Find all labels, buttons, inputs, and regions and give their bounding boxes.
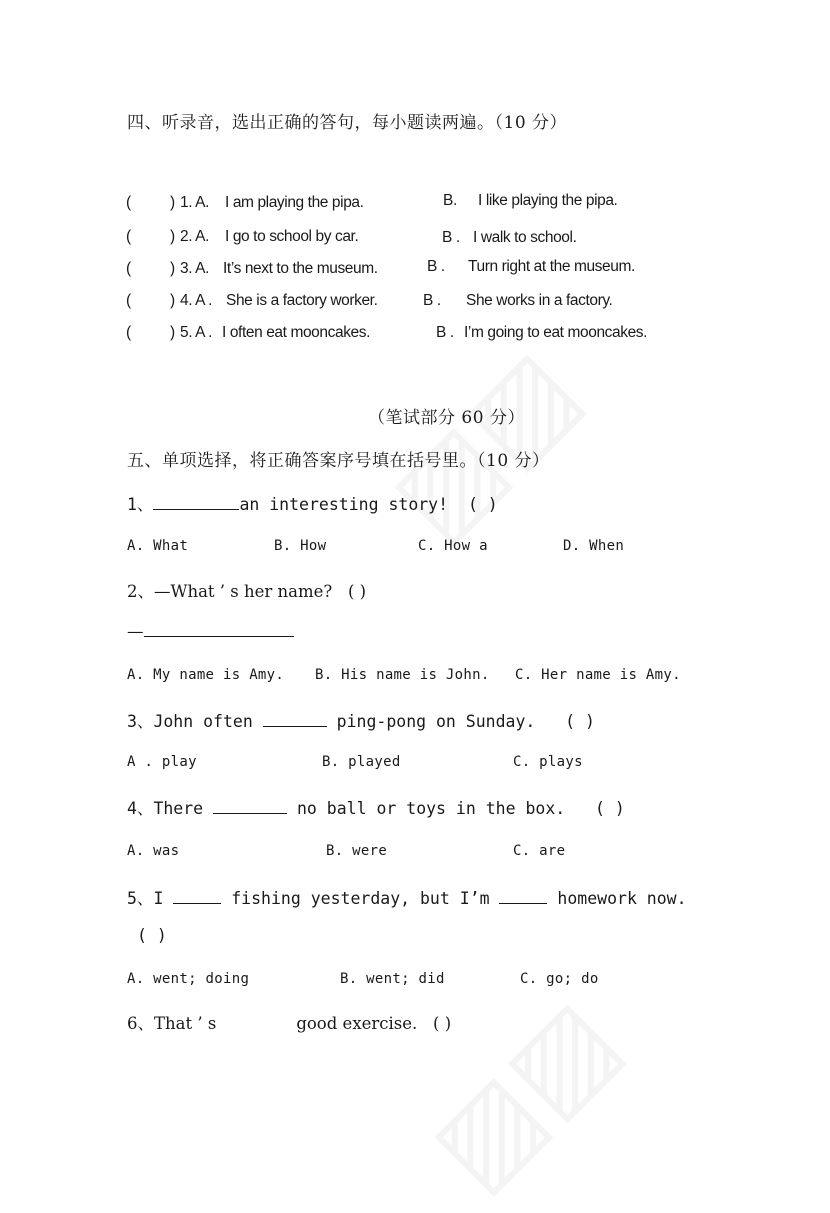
answer-blank[interactable] [263,712,327,727]
question-text: fishing yesterday, but I’m [231,889,490,908]
option-b: I’m going to eat mooncakes. [464,324,648,341]
section5-heading: 五、单项选择，将正确答案序号填在括号里。（10 分） [127,451,550,471]
item-number: 3. A. [180,260,210,277]
answer-paren-close: ) [170,260,175,277]
answer-paren-open[interactable]: ( [126,194,131,211]
question-5 [127,885,687,909]
option-b-label: B . [442,229,460,246]
written-part-title: （笔试部分 60 分） [368,408,525,428]
answer-paren[interactable]: ( ) [467,495,498,514]
option-a: A. What [127,538,189,554]
answer-paren-open[interactable]: ( [126,228,131,245]
question-number: 5、 [127,889,154,908]
option-b: B. were [326,843,388,859]
answer-paren[interactable]: ( ) [348,582,367,601]
answer-paren-close: ) [170,324,175,341]
option-c: C. are [513,843,566,859]
answer-paren-close: ) [170,194,175,211]
question-number: 6、 [127,1014,154,1033]
item-number: 5. A . [180,324,213,341]
answer-blank[interactable] [144,622,294,637]
answer-paren-close: ) [170,292,175,309]
question-4 [127,795,625,819]
item-number: 4. A . [180,292,213,309]
option-c: C. Her name is Amy. [515,667,681,683]
option-a: A . play [127,754,197,770]
question-number: 2、 [127,582,154,601]
option-b: B. went; did [340,971,445,987]
watermark [365,325,602,562]
answer-paren-open[interactable]: ( [126,324,131,341]
question-text: no ball or toys in the box. [296,799,566,818]
question-text: There [153,799,204,818]
question-6 [127,1010,451,1034]
question-number: 4、 [127,799,154,818]
question-1 [127,491,498,515]
answer-paren[interactable]: ( ) [565,712,595,731]
answer-blank[interactable] [499,889,547,904]
answer-paren-open[interactable]: ( [126,292,131,309]
question-text: an interesting story! [239,495,449,514]
option-d: D. When [563,538,625,554]
option-a: It’s next to the museum. [223,260,378,277]
option-b-label: B . [436,324,454,341]
option-a: I often eat mooncakes. [222,324,371,341]
q2-answer-line [127,622,294,641]
option-b-label: B . [427,258,445,275]
option-a: A. went; doing [127,971,250,987]
section4-heading: 四、听录音，选出正确的答句，每小题读两遍。（10 分） [127,113,568,133]
option-b: B. How [274,538,327,554]
option-b-label: B . [423,292,441,309]
option-c: C. How a [418,538,488,554]
option-a: She is a factory worker. [226,292,378,309]
answer-blank[interactable] [173,889,221,904]
question-number: 1、 [127,495,154,514]
option-b: She works in a factory. [466,292,613,309]
question-text: —What ’ s her name? [154,582,333,601]
answer-paren[interactable]: ( ) [595,799,625,818]
option-b: B. played [322,754,401,770]
question-number: 3、 [127,712,154,731]
question-text: ping-pong on Sunday. [336,712,536,731]
option-a: A. My name is Amy. [127,667,285,683]
option-b: I walk to school. [473,229,577,246]
option-b: I like playing the pipa. [478,192,618,209]
answer-blank[interactable] [213,799,287,814]
item-number: 2. A. [180,228,210,245]
answer-paren-close: ) [170,228,175,245]
question-text: good exercise. [296,1014,418,1033]
answer-blank[interactable] [153,495,239,510]
item-number: 1. A. [180,194,210,211]
option-b: Turn right at the museum. [468,258,635,275]
question-text: I [153,889,164,908]
option-b: B. His name is John. [315,667,490,683]
question-text: That ’ s [154,1014,217,1033]
answer-paren[interactable]: ( ) [433,1014,452,1033]
answer-dash: — [127,622,144,641]
option-b-label: B. [443,192,457,209]
question-2 [127,578,366,602]
option-a: A. was [127,843,180,859]
option-a: I am playing the pipa. [225,194,364,211]
question-text: homework now. [557,889,687,908]
answer-paren-open[interactable]: ( [126,260,131,277]
option-c: C. go; do [520,971,599,987]
answer-paren[interactable]: ( ) [137,926,167,945]
option-c: C. plays [513,754,583,770]
question-3 [127,708,595,732]
option-a: I go to school by car. [225,228,359,245]
question-text: John often [153,712,253,731]
